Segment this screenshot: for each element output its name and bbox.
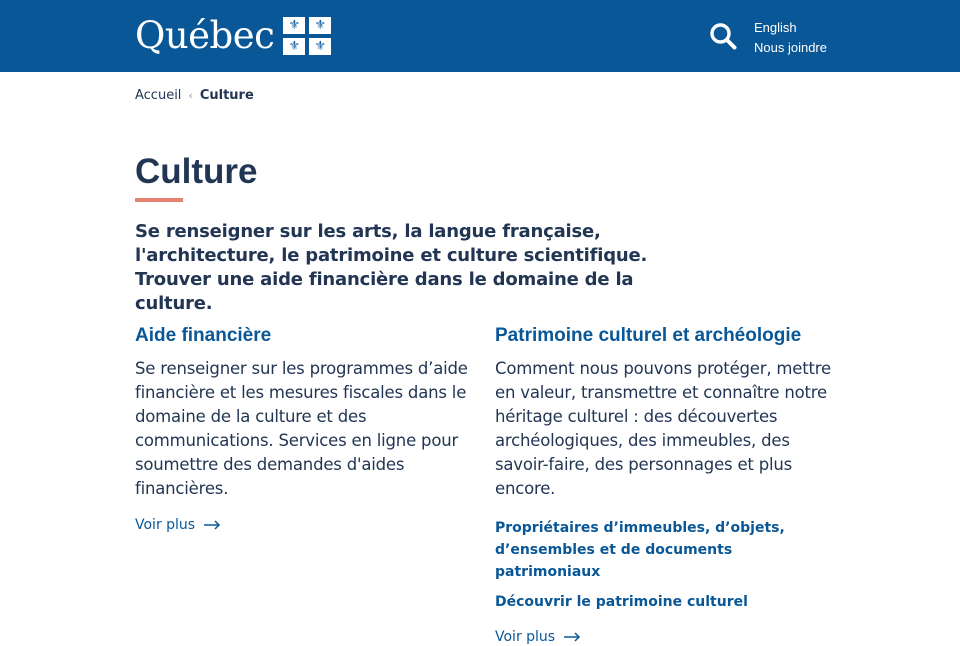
quebec-logo[interactable] (135, 15, 331, 57)
voir-plus-label: Voir plus (135, 517, 196, 533)
chevron-left-icon: ‹ (188, 89, 193, 102)
fleurdelise-flag-icon: ⚜ ⚜ ⚜ ⚜ (283, 17, 331, 55)
arrow-right-icon (203, 520, 221, 530)
card-description: Comment nous pouvons protéger, mettre en valeur, transmettre et connaître notre héritage culturel : des découvertes archéologiques, des immeubles, des savoir-faire, des personnages et plus encore. (495, 359, 831, 498)
card-sublink-decouvrir[interactable]: Découvrir le patrimoine culturel (495, 594, 748, 610)
breadcrumb-current: Culture (199, 88, 254, 103)
card-patrimoine (495, 323, 835, 646)
voir-plus-link[interactable] (135, 517, 221, 533)
search-button[interactable] (708, 21, 738, 51)
arrow-right-icon (563, 632, 581, 642)
page-title: Culture (135, 152, 258, 191)
logo-wordmark: Québec (135, 14, 275, 57)
card-description: Se renseigner sur les programmes d’aide financière et les mesures fiscales dans le domaine de la culture et des communications. Services en ligne pour soumettre des demandes d'aides financières. (135, 359, 468, 498)
search-icon (708, 21, 738, 51)
title-underline (135, 198, 183, 202)
voir-plus-link[interactable] (495, 629, 581, 645)
card-sublink-proprietaires[interactable]: Propriétaires d’immeubles, d’objets, d’ensembles et de documents patrimoniaux (495, 520, 785, 580)
breadcrumb (135, 88, 254, 103)
breadcrumb-home-link[interactable]: Accueil (135, 88, 182, 103)
contact-link[interactable]: Nous joindre (754, 40, 827, 55)
page-intro: Se renseigner sur les arts, la langue française, l'architecture, le patrimoine et culture scientifique. Trouver une aide financière dans le domaine de la culture. (135, 221, 648, 314)
card-title-link[interactable]: Patrimoine culturel et archéologie (495, 325, 802, 346)
voir-plus-label: Voir plus (495, 629, 556, 645)
english-link[interactable]: English (754, 20, 797, 35)
top-links (754, 18, 827, 58)
card-title-link[interactable]: Aide financière (135, 325, 272, 346)
header-bar (0, 0, 960, 72)
card-aide-financiere (135, 323, 475, 534)
